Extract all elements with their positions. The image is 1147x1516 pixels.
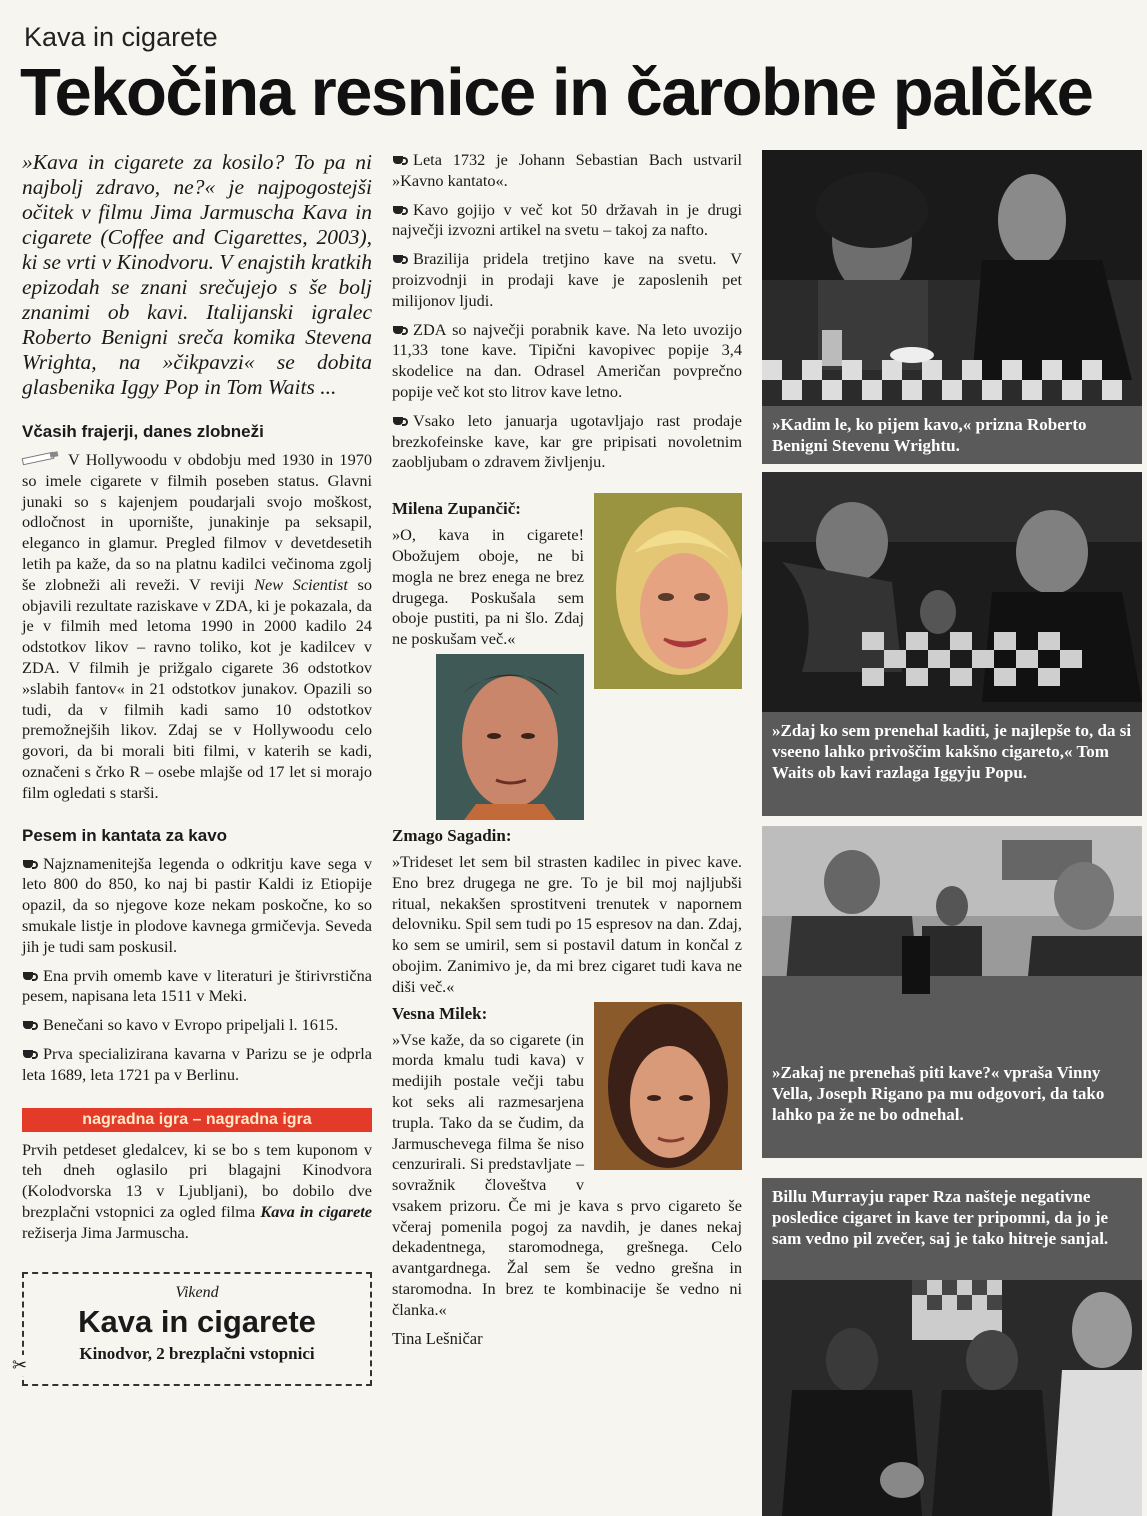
coffee-cup-icon xyxy=(392,153,407,166)
quote-block-3 xyxy=(392,1004,742,1321)
fact-item: Leta 1732 je Johann Sebastian Bach ustvaril »Kavno kantato«. xyxy=(392,150,742,190)
coffee-cup-icon xyxy=(22,1018,37,1031)
photo-murray-rza xyxy=(762,1280,1142,1516)
coupon[interactable] xyxy=(12,1272,372,1386)
section1-text-b: so objavili rezultate raziskave v ZDA, ki je pokazala, da je v filmih med letoma 1990 in 2000 kadilo 24 odstotkov likov – ravno toliko, kot je kadilcev v ZDA. V filmih je prižgalo cigarete 36 odstotkov »slabih fantov« in 21 odstotkov junakov. Opazili so tudi, da v filmih kadi samo 10 odstotkov premožnejših likov. Zdaj se v Hollywoodu celo govori, da bi morali biti filmi, v katerih se kadi, označeni s črko R – osebe mlajše od 17 let si morajo film ogledati s starši. xyxy=(22,574,372,802)
coffee-cup-icon xyxy=(22,1047,37,1060)
contest-film-title: Kava in cigarete xyxy=(260,1201,372,1221)
coffee-cup-icon xyxy=(22,857,37,870)
section1-body xyxy=(22,450,372,804)
fact-item: Najznamenitejša legenda o odkritju kave sega v leto 800 do 850, ko naj bi pastir Kaldi iz Etiopije opazil, da so njegove koze nekam poskočne, ko so smukale listje in plodove kavnega grmičevja. Seveda jih je tudi sam poskusil. xyxy=(22,853,372,956)
portrait-photo-man xyxy=(436,654,584,820)
coffee-cup-icon xyxy=(392,203,407,216)
quote-author-2: Zmago Sagadin: xyxy=(392,825,512,845)
column-middle xyxy=(392,150,742,1349)
headline: Tekočina resnice in čarobne palčke xyxy=(20,55,1093,130)
fact-item: Ena prvih omemb kave v literaturi je štirivrstična pesem, napisana leta 1511 v Meki. xyxy=(22,965,372,1006)
section1-heading: Včasih frajerji, danes zlobneži xyxy=(22,422,264,441)
coffee-cup-icon xyxy=(392,414,407,427)
photo-caption-3: »Zakaj ne prenehaš piti kave?« vpraša Vinny Vella, Joseph Rigano pa mu odgovori, da tako lahko pa že ne bo odnehal. xyxy=(762,1054,1142,1158)
cigarette-icon xyxy=(22,453,60,463)
coffee-cup-icon xyxy=(22,969,37,982)
contest-text: Prvih petdeset gledalcev, ki se bo s tem kuponom v teh dneh oglasilo pri blagajni Kinodvora (Kolodvorska 13 v Ljubljani), bo dobilo dve brezplačni vstopnici za ogled filma Kava in cigarete režiserja Jima Jarmuscha. xyxy=(22,1139,372,1242)
quote-block-2 xyxy=(392,656,742,998)
fact-item: Benečani so kavo v Evropo pripeljali l. 1615. xyxy=(22,1015,372,1036)
scissors-icon: ✂ xyxy=(12,1354,28,1375)
quote-author-1: Milena Zupančič: xyxy=(392,499,521,519)
fact-item: Prva specializirana kavarna v Parizu se je odprla leta 1689, leta 1721 pa v Berlinu. xyxy=(22,1043,372,1084)
column-left xyxy=(12,150,372,1386)
photo-caption-2: »Zdaj ko sem prenehal kaditi, je najlepše to, da si vseeno lahko privoščim kakšno cigareto,« Tom Waits ob kavi razlaga Iggyju Popu. xyxy=(762,712,1142,816)
photo-benigni-wright xyxy=(762,150,1142,406)
fact-item: Brazilija pridela tretjino kave na svetu. V proizvodnji in prodaji kave je zaposlenih pet milijonov ljudi. xyxy=(392,249,742,310)
contest-banner: nagradna igra – nagradna igra xyxy=(22,1108,372,1132)
section2-heading: Pesem in kantata za kavo xyxy=(22,825,228,845)
coffee-cup-icon xyxy=(392,323,407,336)
quote-author-3: Vesna Milek: xyxy=(392,1003,488,1023)
photo-caption-1: »Kadim le, ko pijem kavo,« prizna Roberto Benigni Stevenu Wrightu. xyxy=(762,406,1142,464)
quote-text-1: »O, kava in cigarete! Obožujem oboje, ne bi mogla ne brez enega ne brez drugega. Poskušala sem oboje pustiti, pa ni šlo. Zdaj ne poskušam več.« xyxy=(392,525,584,649)
lead-paragraph: »Kava in cigarete za kosilo? To pa ni najbolj zdravo, ne?« je najpogostejši očitek v filmu Jima Jarmuscha Kava in cigarete (Coffee and Cigarettes, 2003), ki se vrti v Kinodvoru. V enajstih kratkih epizodah se znani srečujejo s še bolj znanimi ob kavi. Italijanski igralec Roberto Benigni sreča komika Stevena Wrighta, na »čikpavzi« se dobita glasbenika Iggy Pop in Tom Waits ... xyxy=(22,150,372,399)
kicker: Kava in cigarete xyxy=(24,22,218,52)
photo-vella-rigano xyxy=(762,826,1142,1054)
photo-waits-pop xyxy=(762,472,1142,712)
coupon-title: Kava in cigarete xyxy=(78,1303,316,1339)
quote-text-3: »Vse kaže, da so cigarete (in morda kmalu tudi kava) v medijih postale večji tabu kot seks ali razmesarjena trupla. Tako da se čudim, da Jarmuschevega filma še niso cenzurirali. Si predstavljate – sovražnik človeštva v vsakem prizoru. Če mi je kava s prvo cigareto še včeraj pomenila pogoj za navdih, je danes nekaj dekadentnega, staromodnega, grešnega. Celo avantgardnega. Žal sem še vedno grešna in staromodna. In brez te kombinacije še vedno ni članka.« xyxy=(392,1029,742,1319)
photo-caption-4: Billu Murrayju raper Rza našteje negativne posledice cigaret in kave ter pripomni, da jo je sam vedno pil zvečer, saj je tako hitreje sanjal. xyxy=(762,1178,1142,1280)
fact-item: Vsako leto januarja ugotavljajo rast prodaje brezkofeinske kave, kar gre pripisati novoletnim zaobljubam o zdravem življenju. xyxy=(392,410,742,472)
coffee-cup-icon xyxy=(392,252,407,265)
coupon-label: Vikend xyxy=(175,1283,219,1301)
portrait-photo-dark-haired-woman xyxy=(594,1002,742,1170)
quote-block-1 xyxy=(392,499,742,650)
quote-text-2: »Trideset let sem bil strasten kadilec in pivec kave. Eno brez drugega ne gre. To je bil moj najljubši ritual, nekakšen sprostitveni trenutek v napornem delovniku. Spil sem tudi po 15 espresov na dan. Zdaj, ko sem se umiril, sem si postavil datum in končal z obojim. Zanimivo je, da mi brez cigaret tudi kava ne diši več.« xyxy=(392,851,742,996)
magazine-name: New Scientist xyxy=(254,574,348,594)
section1-text-a: V Hollywoodu v obdobju med 1930 in 1970 so imele cigarete v filmih poseben status. Glavni junaki so s kajenjem poudarjali svojo moškost, odločnost in upornište, junakinje pa seksapil, eleganco in glamur. Pregled filmov v devetdesetih letih pa kaže, da so na platnu kadilci večinoma zgolj še zlobneži ali reveži. V reviji xyxy=(22,450,372,594)
column-right xyxy=(762,150,1142,1516)
article-author: Tina Lešničar xyxy=(392,1328,483,1348)
fact-item: ZDA so največji porabnik kave. Na leto uvozijo 11,33 tone kave. Tipični kavopivec popije 3,4 skodelice na dan. Odrasel Američan povprečno popije več kot sto litrov kave letno. xyxy=(392,319,742,401)
fact-item: Kavo gojijo v več kot 50 državah in je drugi največji izvozni artikel na svetu – takoj za nafto. xyxy=(392,199,742,240)
coupon-detail: Kinodvor, 2 brezplačni vstopnici xyxy=(79,1343,315,1363)
portrait-photo-blonde-woman xyxy=(594,493,742,689)
